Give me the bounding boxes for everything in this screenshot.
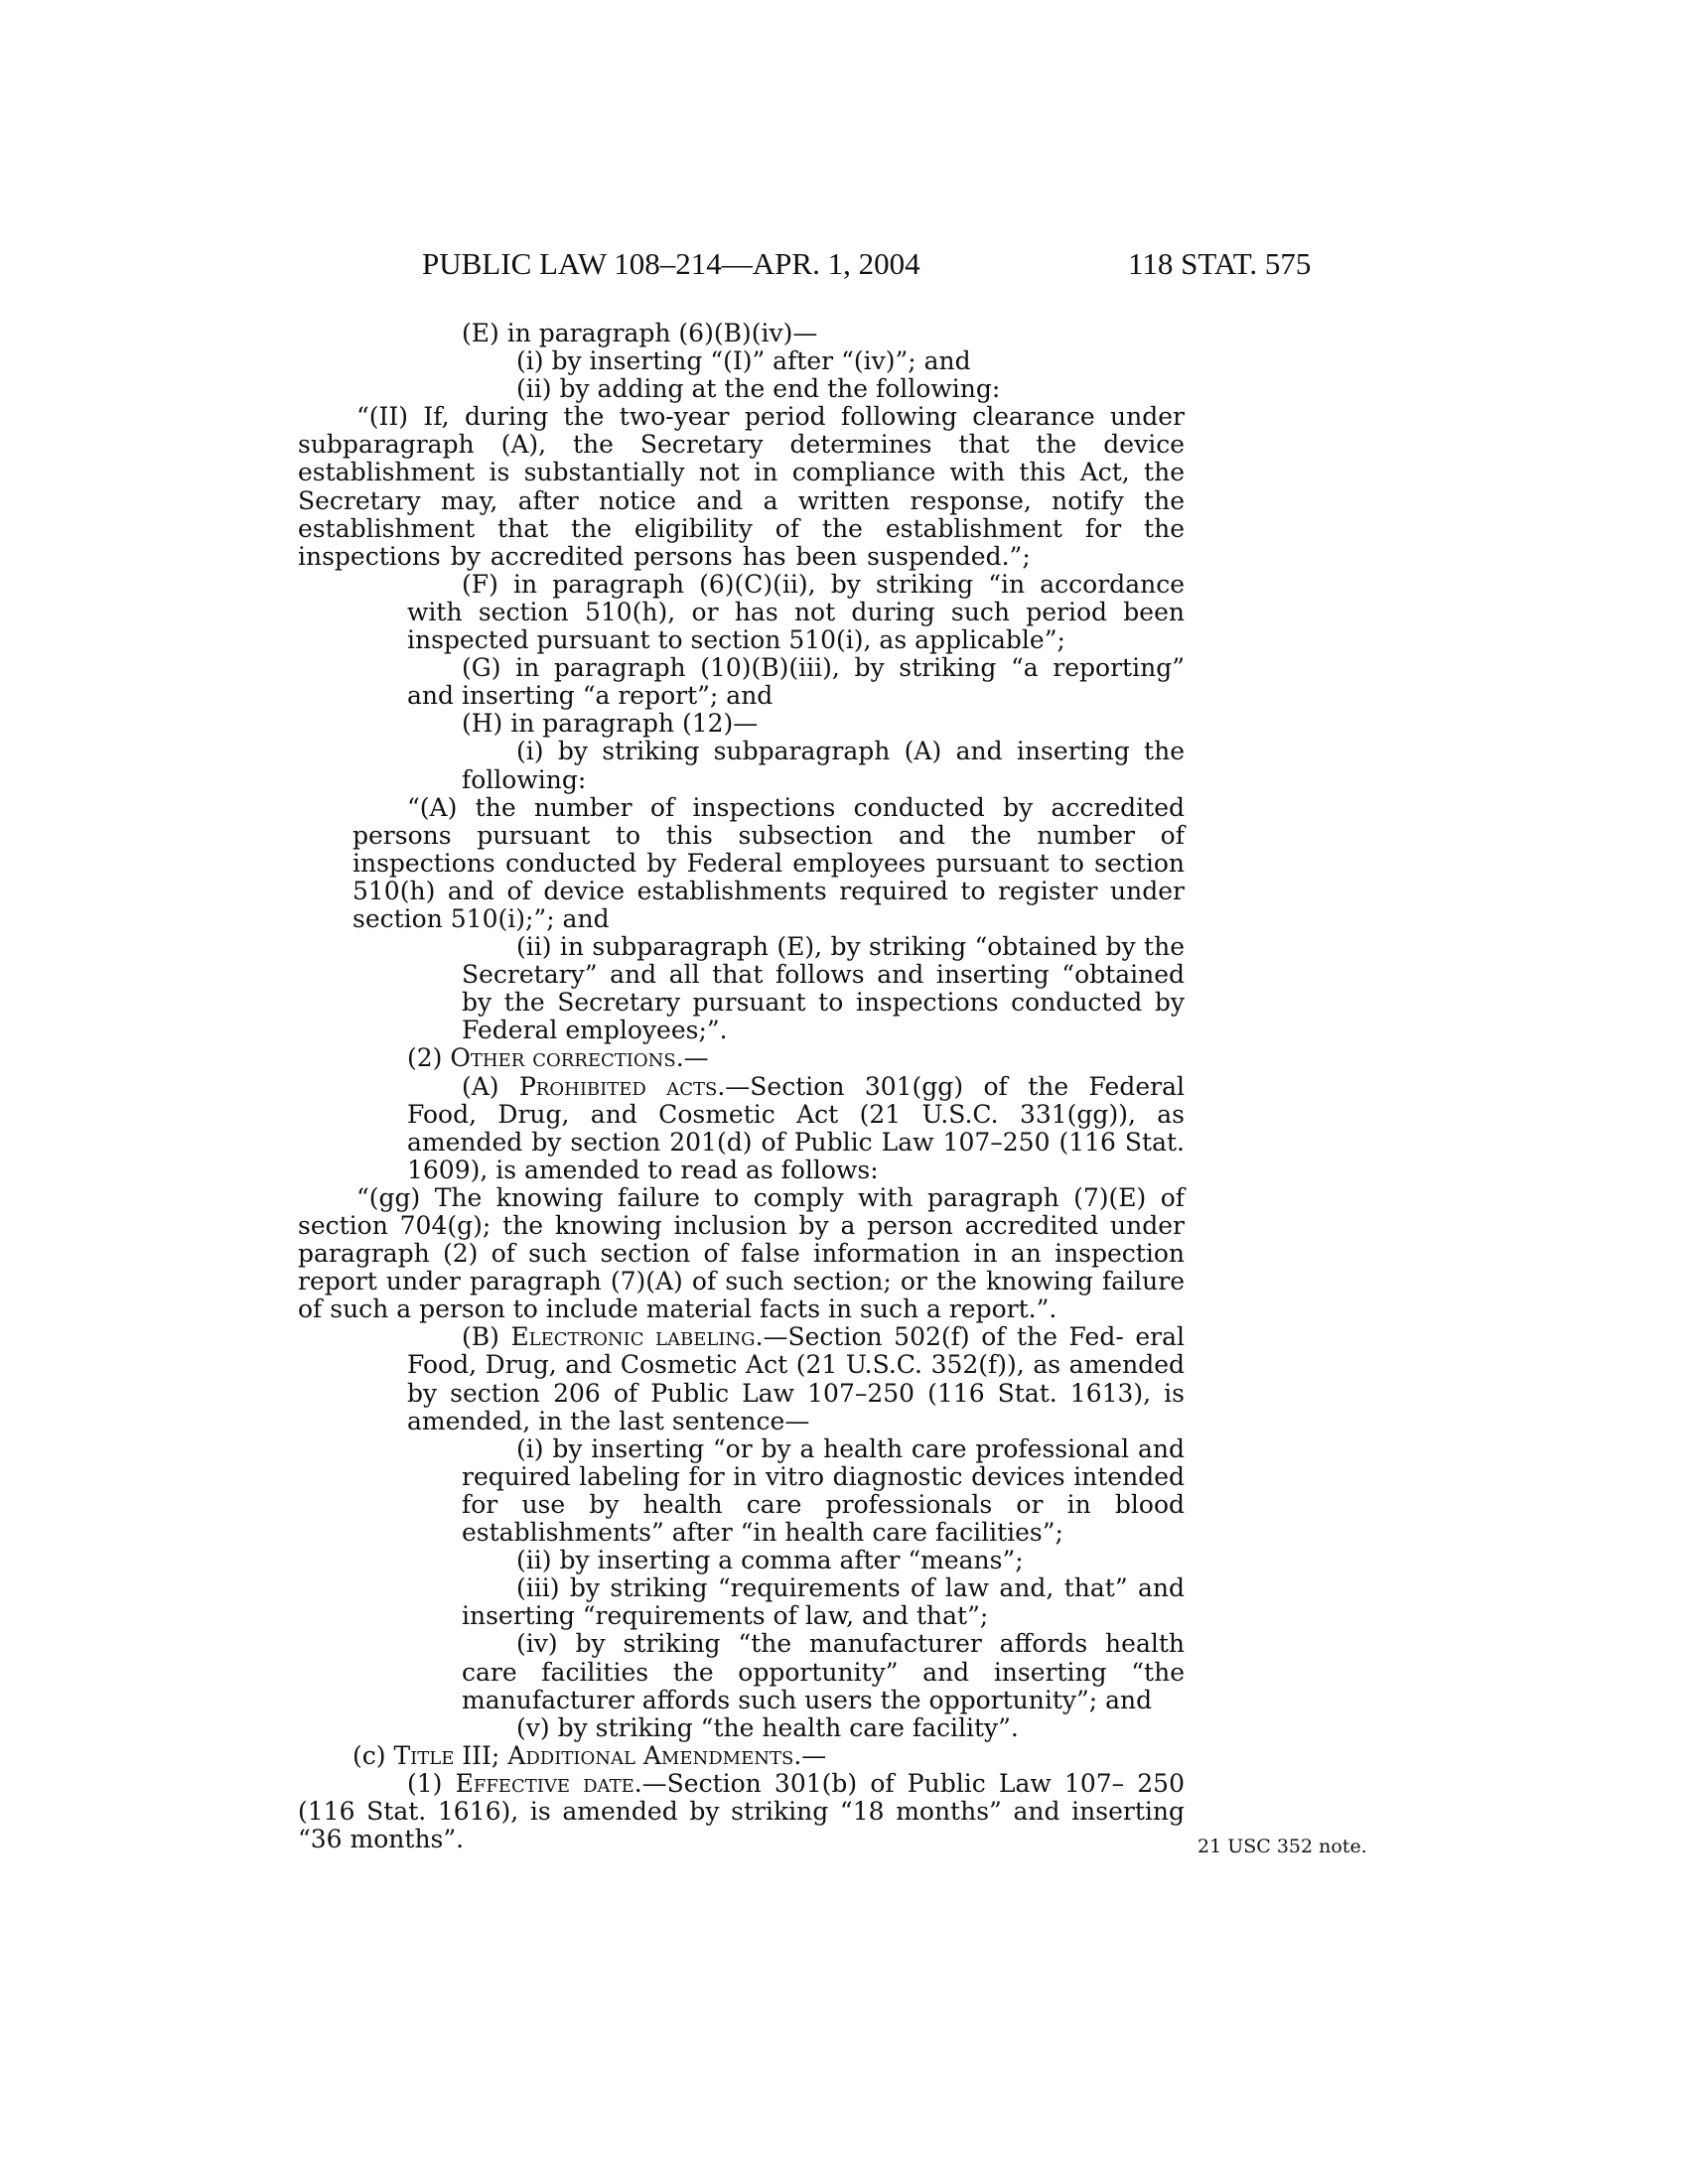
clause-H-i xyxy=(298,738,1185,793)
subsection-c-heading xyxy=(298,1742,1185,1770)
subsection-label: (2) xyxy=(407,1043,451,1073)
paragraph-text: (H) in paragraph (12)— xyxy=(462,709,759,739)
subsection-dash: .— xyxy=(793,1740,827,1770)
paragraph-text: .—Section 301(b) of Public Law 107– xyxy=(633,1768,1125,1798)
paragraph-text-cont: Food, Drug, and Cosmetic Act (21 U.S.C. 331(gg)), as amended by section 201(d) of Public Law 107–250 (116 Stat. 1609), is amended to read as follows: xyxy=(407,1099,1185,1184)
running-head xyxy=(0,244,1688,284)
subsection-dash: .— xyxy=(675,1043,709,1073)
paragraph-text: (ii) in subparagraph (E), by striking “obtained by xyxy=(516,932,1136,962)
paragraph-label: (B) xyxy=(462,1322,511,1352)
paragraph-label: (1) xyxy=(407,1768,456,1798)
paragraph-text-cont: care facilities the opportunity” and inserting “the manufacturer affords such users the opportunity”; and xyxy=(462,1657,1185,1714)
clause-B-ii xyxy=(298,1547,1185,1574)
paragraph-H xyxy=(298,710,1185,738)
paragraph-text: “(II) If, during the two-year period following clearance under subparagraph (A), the Secretary determines that the device establishment is substantially not in compliance with this Act, the Secretary may, after notice and a written response, notify the establishment that the eligibility of the establishment for the inspections by accredited persons has been suspended.”; xyxy=(298,402,1185,571)
paragraph-text: (v) by striking “the health care facility”. xyxy=(516,1712,1019,1742)
margin-note: 21 USC 352 note. xyxy=(1197,1836,1367,1857)
paragraph-heading: Prohibited acts xyxy=(518,1071,718,1101)
page-folio: 118 STAT. 575 xyxy=(1128,246,1312,281)
paragraph-text: (iv) by striking “the manufacturer affords health xyxy=(516,1629,1185,1659)
paragraph-text: “(A) the number of inspections conducted by accredited persons pursuant to this subsection and the number of inspections conducted by Federal employees pursuant to section 510(h) and of device establishments required to register under section 510(i);”; and xyxy=(352,792,1185,933)
clause-B-i xyxy=(298,1435,1185,1547)
quoted-text-gg xyxy=(298,1184,1185,1323)
paragraph-text: .—Section 502(f) of the Fed- xyxy=(755,1322,1124,1352)
paragraph-text: (ii) by inserting a comma after “means”; xyxy=(516,1546,1024,1575)
paragraph-prohibited-acts xyxy=(298,1073,1185,1184)
paragraph-text-cont: 250 (116 Stat. 1616), is amended by striking “18 months” and inserting “36 months”. xyxy=(298,1768,1185,1854)
clause-B-iv xyxy=(298,1630,1185,1713)
running-head-title: PUBLIC LAW 108–214—APR. 1, 2004 xyxy=(422,246,920,281)
subsection-heading: Title III; Additional Amendments xyxy=(393,1740,794,1770)
paragraph-text: “(gg) The knowing failure to comply with paragraph (7)(E) of section 704(g); the knowing inclusion by a person accredited under paragraph (2) of such section of false information in an inspection report under paragraph (7)(A) of such section; or the knowing failure of such a person to include material facts in such a report.”. xyxy=(298,1182,1185,1324)
paragraph-text: (E) in paragraph (6)(B)(iv)— xyxy=(462,319,818,347)
clause-B-iii xyxy=(298,1574,1185,1630)
paragraph-text-cont: eral Food, Drug, and Cosmetic Act (21 U.S.C. 352(f)), as amended by section 206 of Public Law 107–250 (116 Stat. 1613), is amended, in the last sentence— xyxy=(407,1322,1185,1435)
paragraph-text: (i) by inserting “(I)” after “(iv)”; and xyxy=(516,346,971,376)
paragraph-text: (iii) by striking “requirements of law and, that” xyxy=(516,1573,1128,1603)
paragraph-text: (ii) by adding at the end the following: xyxy=(516,374,1001,404)
subsection-2-heading xyxy=(298,1044,1185,1072)
paragraph-E xyxy=(298,320,1185,347)
clause-i xyxy=(298,347,1185,375)
paragraph-text-cont: following: xyxy=(462,764,587,794)
paragraph-text-cont: and inserting “a report”; and xyxy=(407,681,774,711)
statute-body xyxy=(298,320,1185,1853)
subsection-heading: Other corrections xyxy=(450,1043,676,1073)
paragraph-text: (F) in paragraph (6)(C)(ii), by striking “in accordance xyxy=(462,569,1185,599)
paragraph-text: .—Section 301(gg) of the Federal xyxy=(717,1071,1185,1101)
paragraph-text-cont: with section 510(h), or has not during such period been inspected pursuant to section 510(i), as applicable”; xyxy=(407,597,1185,655)
paragraph-text: (i) by striking subparagraph (A) and inserting the xyxy=(516,737,1185,766)
clause-ii xyxy=(298,375,1185,403)
paragraph-text: (G) in paragraph (10)(B)(iii), by striking “a reporting” xyxy=(462,653,1185,683)
clause-H-ii xyxy=(298,933,1185,1044)
paragraph-effective-date xyxy=(298,1770,1185,1853)
paragraph-label: (A) xyxy=(462,1071,519,1101)
paragraph-electronic-labeling xyxy=(298,1323,1185,1434)
subsection-label: (c) xyxy=(352,1740,394,1770)
paragraph-heading: Electronic labeling xyxy=(510,1322,756,1352)
paragraph-text-cont: and required labeling for in vitro diagnostic devices intended for use by health care professionals or in blood establishments” after “in health care facilities”; xyxy=(462,1433,1185,1548)
clause-B-v xyxy=(298,1714,1185,1742)
paragraph-text: (i) by inserting “or by a health care professional xyxy=(516,1433,1130,1463)
paragraph-text-cont: and inserting “requirements of law, and that”; xyxy=(462,1573,1185,1631)
paragraph-text-cont: the Secretary” and all that follows and inserting “obtained by the Secretary pursuant to inspections conducted by Federal employees;”. xyxy=(462,932,1185,1045)
paragraph-heading: Effective date xyxy=(455,1768,634,1798)
quoted-text-A xyxy=(298,794,1185,933)
quoted-text-II xyxy=(298,403,1185,571)
paragraph-F xyxy=(298,571,1185,654)
paragraph-G xyxy=(298,654,1185,710)
